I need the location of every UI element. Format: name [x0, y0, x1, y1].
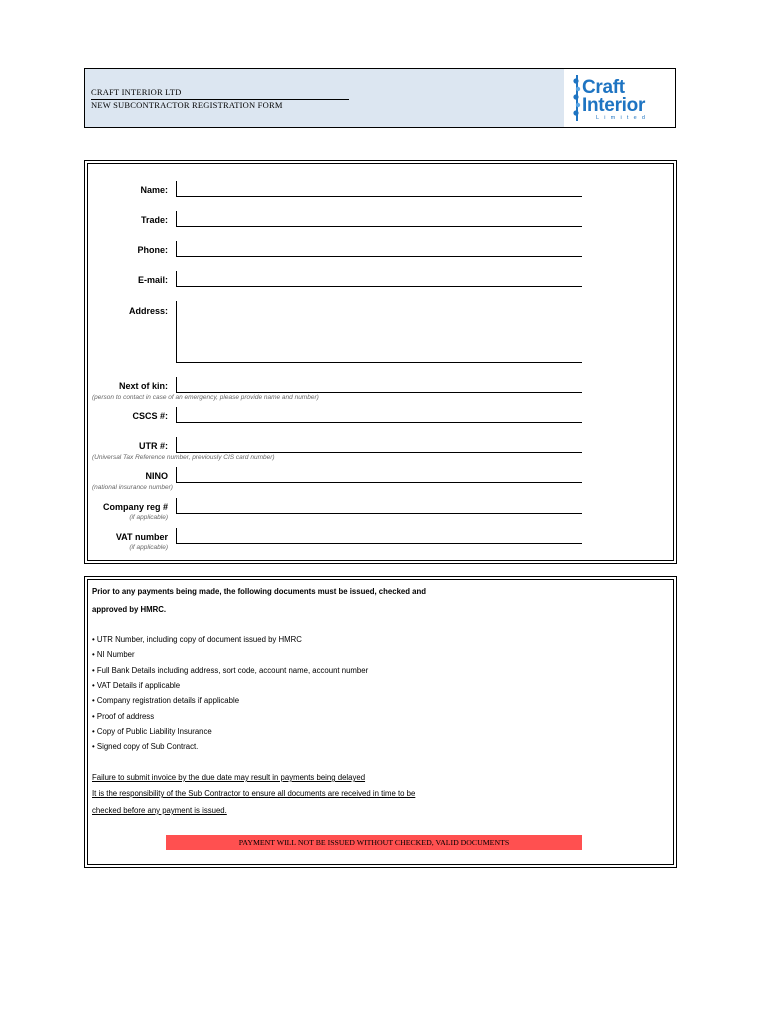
email-label: E-mail:: [137, 275, 168, 285]
address-label: Address:: [128, 306, 168, 316]
company-reg-field[interactable]: [176, 498, 582, 514]
requirement-item: • Proof of address: [92, 712, 155, 721]
trade-label: Trade:: [140, 215, 168, 225]
requirement-item: • UTR Number, including copy of document issued by HMRC: [92, 635, 302, 644]
nino-label: NINO: [145, 471, 168, 481]
next-of-kin-hint: (person to contact in case of an emergency, please provide name and number): [92, 394, 319, 401]
phone-field[interactable]: [176, 241, 582, 257]
invoice-note: Failure to submit invoice by the due date may result in payments being delayed: [92, 773, 366, 782]
requirements-box-inner: [87, 579, 674, 865]
requirements-box: [84, 576, 677, 868]
logo-text-craft: Craft: [582, 77, 625, 98]
next-of-kin-label: Next of kin:: [118, 381, 168, 391]
requirement-item: • Company registration details if applicable: [92, 696, 240, 705]
payment-warning-banner: PAYMENT WILL NOT BE ISSUED WITHOUT CHECKED, VALID DOCUMENTS: [166, 835, 582, 850]
responsibility-note-continued: checked before any payment is issued.: [92, 806, 227, 815]
name-field[interactable]: [176, 181, 582, 197]
nino-field[interactable]: [176, 467, 582, 483]
registration-form: [84, 160, 677, 564]
vat-field[interactable]: [176, 528, 582, 544]
company-name: CRAFT INTERIOR LTD: [91, 87, 182, 97]
requirement-item: • Copy of Public Liability Insurance: [92, 727, 212, 736]
company-logo: [566, 71, 672, 125]
name-label: Name:: [140, 185, 168, 195]
nino-hint: (national insurance number): [92, 484, 173, 491]
requirement-item: • NI Number: [92, 650, 135, 659]
company-reg-hint: (if applicable): [129, 514, 168, 521]
requirements-intro-2: approved by HMRC.: [92, 605, 167, 614]
cscs-label: CSCS #:: [132, 411, 168, 421]
phone-label: Phone:: [137, 245, 168, 255]
email-field[interactable]: [176, 271, 582, 287]
address-field[interactable]: [176, 301, 582, 363]
logo-text-limited: Limited: [596, 115, 651, 121]
responsibility-note: It is the responsibility of the Sub Contractor to ensure all documents are received in time to be: [92, 789, 416, 798]
utr-label: UTR #:: [139, 441, 168, 451]
requirement-item: • Full Bank Details including address, sort code, account name, account number: [92, 666, 369, 675]
cscs-field[interactable]: [176, 407, 582, 423]
utr-field[interactable]: [176, 437, 582, 453]
company-reg-label: Company reg #: [102, 502, 168, 512]
utr-hint: (Universal Tax Reference number, previously CIS card number): [92, 454, 275, 461]
header-band: [85, 69, 564, 127]
vat-label: VAT number: [115, 532, 168, 542]
form-header: [84, 68, 676, 128]
next-of-kin-field[interactable]: [176, 377, 582, 393]
logo-text-interior: Interior: [582, 95, 646, 116]
registration-form-inner: [87, 163, 674, 561]
requirements-intro-1: Prior to any payments being made, the following documents must be issued, checked and: [92, 587, 427, 596]
requirement-item: • VAT Details if applicable: [92, 681, 181, 690]
vat-hint: (if applicable): [129, 544, 168, 551]
trade-field[interactable]: [176, 211, 582, 227]
requirement-item: • Signed copy of Sub Contract.: [92, 742, 199, 751]
logo-mark-icon: [572, 75, 582, 121]
form-title: NEW SUBCONTRACTOR REGISTRATION FORM: [91, 100, 283, 110]
